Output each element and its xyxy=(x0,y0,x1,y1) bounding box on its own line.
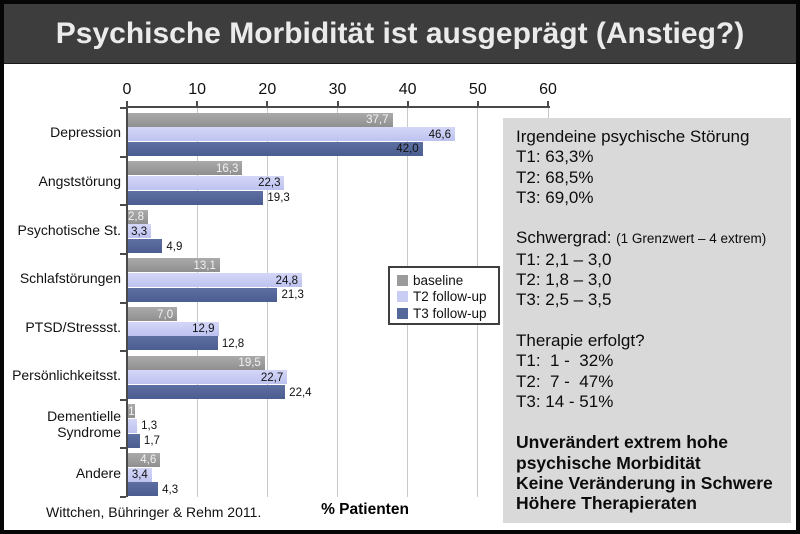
x-tick xyxy=(547,101,549,107)
info-line: T2: 68,5% xyxy=(516,167,594,187)
bar-value-label: 42,0 xyxy=(396,143,419,156)
info-line: Unverändert extrem hohe xyxy=(516,432,729,453)
bar-value-label: 21,3 xyxy=(281,289,304,302)
page-title: Psychische Morbidität ist ausgeprägt (Anstieg?) xyxy=(55,16,745,50)
x-tick xyxy=(337,101,339,107)
x-tick xyxy=(407,101,409,107)
bar-value-label: 12,8 xyxy=(221,337,245,350)
bar-value-label: 46,6 xyxy=(428,128,451,141)
bar-T3-follow-up-5 xyxy=(128,385,285,399)
x-axis-title: % Patienten xyxy=(321,501,409,518)
legend-item-T2-follow-up xyxy=(397,289,498,306)
x-tick-label: 60 xyxy=(539,81,557,98)
bar-T2-follow-up-6 xyxy=(128,419,137,433)
bar-value-label: 22,7 xyxy=(260,371,284,384)
legend xyxy=(388,266,500,325)
x-tick xyxy=(477,101,479,107)
info-section-2 xyxy=(516,331,785,412)
info-section-3 xyxy=(516,432,785,513)
bar-value-label: 1 xyxy=(128,405,135,418)
category-label-6: Dementielle Syndrome xyxy=(47,407,121,441)
bar-value-label: 3,4 xyxy=(131,469,148,482)
gridline xyxy=(337,108,338,497)
bar-T3-follow-up-7 xyxy=(128,482,158,496)
info-line: T2: 7 - 47% xyxy=(516,371,614,391)
category-label-0: Depression xyxy=(50,124,121,141)
legend-label: T3 follow-up xyxy=(413,305,487,321)
bar-value-label: 22,3 xyxy=(258,177,281,190)
category-label-7: Andere xyxy=(75,464,121,481)
bar-value-label: 22,4 xyxy=(289,386,312,399)
bar-value-label: 19,3 xyxy=(267,192,290,205)
gridline xyxy=(267,108,268,497)
legend-label: baseline xyxy=(413,272,464,288)
legend-item-baseline xyxy=(397,272,498,289)
info-line: Therapie erfolgt? xyxy=(516,330,645,350)
bar-value-label: 7,0 xyxy=(157,308,174,321)
y-axis-line xyxy=(126,106,128,497)
info-line: Keine Veränderung in Schwere xyxy=(516,473,773,494)
x-tick-label: 0 xyxy=(122,81,132,98)
info-line: psychische Morbidität xyxy=(516,452,701,473)
info-line: T1: 2,1 – 3,0 xyxy=(516,249,612,269)
category-label-5: Persönlichkeitsst. xyxy=(12,367,121,384)
category-label-2: Psychotische St. xyxy=(17,221,121,238)
x-tick-label: 50 xyxy=(468,81,487,98)
legend-item-T3-follow-up xyxy=(397,305,498,322)
info-line: Irgendeine psychische Störung xyxy=(516,127,750,146)
bar-value-label: 1,3 xyxy=(141,420,158,433)
bar-value-label: 4,6 xyxy=(140,454,157,467)
x-tick-label: 20 xyxy=(258,81,277,98)
bar-value-label: 2,8 xyxy=(128,211,144,224)
legend-swatch-icon xyxy=(397,308,408,319)
bar-value-label: 16,3 xyxy=(215,162,239,175)
x-tick xyxy=(196,101,198,107)
info-line: T3: 2,5 – 3,5 xyxy=(516,290,612,310)
x-tick xyxy=(266,101,268,107)
info-line: Höhere Therapieraten xyxy=(516,493,697,514)
info-line: T1: 63,3% xyxy=(516,147,594,167)
bar-T3-follow-up-3 xyxy=(128,288,277,302)
legend-swatch-icon xyxy=(397,275,408,286)
legend-label: T2 follow-up xyxy=(413,289,487,305)
info-section-heading xyxy=(516,228,785,249)
bar-T3-follow-up-6 xyxy=(128,434,140,448)
source-citation: Wittchen, Bühringer & Rehm 2011. xyxy=(46,504,262,520)
info-line: T2: 1,8 – 3,0 xyxy=(516,270,612,290)
bar-value-label: 1,7 xyxy=(143,435,160,448)
x-tick xyxy=(126,101,128,107)
bar-value-label: 12,9 xyxy=(192,323,215,336)
info-section-0 xyxy=(516,127,785,208)
bar-value-label: 24,8 xyxy=(275,274,298,287)
category-label-3: Schlafstörungen xyxy=(19,270,121,287)
bar-value-label: 3,3 xyxy=(131,225,148,238)
info-line: T3: 69,0% xyxy=(516,187,594,207)
bar-value-label: 4,9 xyxy=(166,240,183,253)
category-label-1: Angststörung xyxy=(38,172,121,189)
bar-value-label: 4,3 xyxy=(162,483,179,496)
info-section-1 xyxy=(516,228,785,310)
bar-value-label: 37,7 xyxy=(366,114,389,126)
bar-T3-follow-up-4 xyxy=(128,336,218,350)
bar-T3-follow-up-1 xyxy=(128,191,263,205)
info-line: T1: 1 - 32% xyxy=(516,351,614,371)
bar-value-label: 19,5 xyxy=(238,357,261,370)
category-label-4: PTSD/Stressst. xyxy=(25,318,121,335)
legend-swatch-icon xyxy=(397,291,408,302)
x-tick-label: 30 xyxy=(328,81,347,98)
info-heading-note: (1 Grenzwert – 4 extrem) xyxy=(616,231,767,247)
x-tick-label: 10 xyxy=(188,81,207,98)
bar-T3-follow-up-2 xyxy=(128,239,162,253)
bar-value-label: 13,1 xyxy=(193,259,216,272)
x-tick-label: 40 xyxy=(398,81,417,98)
info-panel xyxy=(503,118,791,523)
info-heading-text: Schwergrad: xyxy=(516,228,617,248)
info-line: T3: 14 - 51% xyxy=(516,391,614,411)
